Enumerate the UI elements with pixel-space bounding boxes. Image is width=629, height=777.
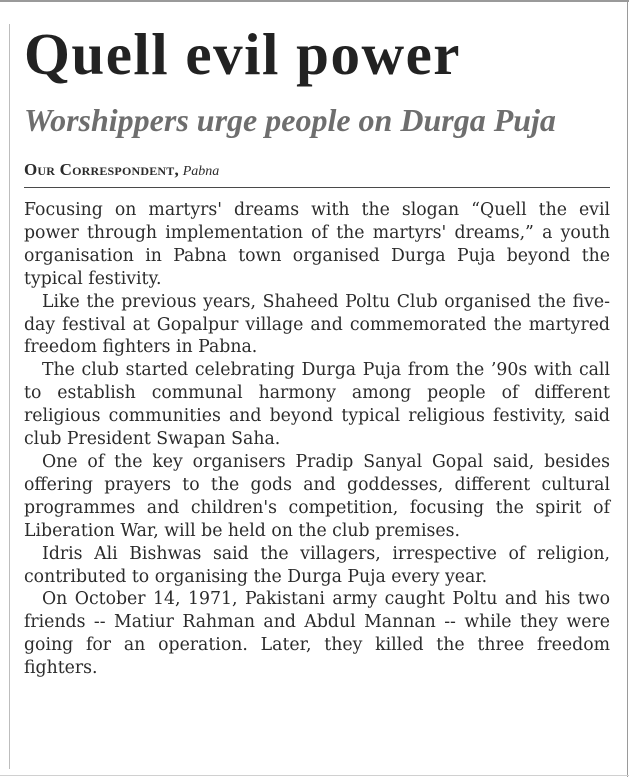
article-headline: Quell evil power	[24, 21, 461, 87]
article-paragraph: The club started celebrating Durga Puja from the ’90s with call to establish communal harmony among people of different religious communities and beyond typical religious festivity, said club President Swapan Saha.	[24, 360, 610, 450]
article-paragraph: Like the previous years, Shaheed Poltu Club organised the five-day festival at Gopalpur village and commemorated the martyred freedom fighters in Pabna.	[24, 291, 610, 358]
byline-divider	[24, 187, 610, 188]
top-border-rule	[0, 0, 629, 2]
article-paragraph: Focusing on martyrs' dreams with the slogan “Quell the evil power through implementation of the martyrs' dreams,” a youth organisation in Pabna town organised Durga Puja beyond the typical festivity.	[24, 200, 610, 289]
article-byline	[24, 159, 219, 183]
article-paragraph: One of the key organisers Pradip Sanyal Gopal said, besides offering prayers to the gods and goddesses, different cultural programmes and children's competition, focusing the spirit of Liberation War, will be held on the club premises.	[24, 451, 610, 541]
byline-location: Pabna	[182, 164, 220, 179]
right-border-rule	[627, 2, 628, 777]
article-body	[24, 199, 610, 680]
article-paragraph: On October 14, 1971, Pakistani army caught Poltu and his two friends -- Matiur Rahman and Abdul Mannan -- while they were going for an operation. Later, they killed the three freedom fighters.	[24, 589, 610, 679]
byline-correspondent: Our Correspondent,	[24, 160, 179, 179]
article-subheadline: Worshippers urge people on Durga Puja	[24, 102, 556, 138]
bottom-border-rule	[0, 775, 629, 776]
left-column-rule	[9, 24, 10, 769]
article-paragraph: Idris Ali Bishwas said the villagers, irrespective of religion, contributed to organising the Durga Puja every year.	[24, 543, 610, 587]
